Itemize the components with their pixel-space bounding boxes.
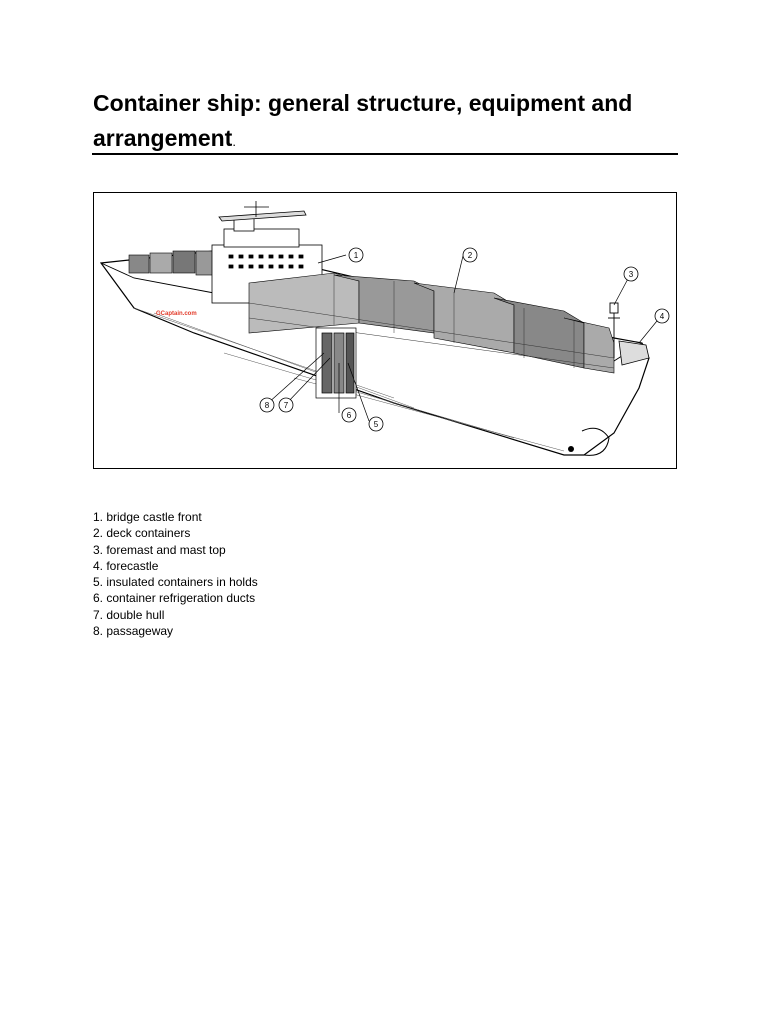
- watermark-text: GCaptain.com: [156, 311, 197, 317]
- callout-label: 6: [346, 411, 352, 420]
- legend-item: 7. double hull: [93, 607, 165, 622]
- callout-3: [624, 267, 638, 281]
- callout-8: [260, 398, 274, 412]
- callout-6: [342, 408, 356, 422]
- legend-item: 1. bridge castle front: [93, 510, 202, 524]
- callout-5: [369, 417, 383, 431]
- title-period: .: [232, 134, 236, 149]
- legend-item: 4. forecastle: [93, 558, 159, 573]
- container-ship-illustration: [94, 193, 675, 467]
- legend-item: 2. deck containers: [93, 526, 191, 541]
- legend-item: 6. container refrigeration ducts: [93, 591, 256, 606]
- callout-4: [655, 309, 669, 323]
- title-underline: [92, 153, 678, 155]
- callout-label: 5: [373, 420, 379, 429]
- callout-label: 3: [628, 270, 634, 279]
- legend-list: [93, 509, 258, 639]
- legend-item: 8. passageway: [93, 624, 174, 639]
- cutaway-hold: [316, 328, 356, 398]
- legend-item: 5. insulated containers in holds: [93, 575, 258, 590]
- callout-label: 2: [467, 251, 473, 260]
- callout-label: 4: [659, 312, 665, 321]
- callout-label: 7: [283, 401, 289, 410]
- callout-7: [279, 398, 293, 412]
- page-title-text: Container ship: general structure, equipment and arrangement: [93, 90, 633, 151]
- aft-container-stacks: [129, 251, 214, 275]
- callout-label: 8: [264, 401, 270, 410]
- page-title: [93, 86, 683, 159]
- callout-2: [463, 248, 477, 262]
- ship-illustration-frame: [93, 192, 677, 469]
- bow-thruster: [568, 446, 574, 452]
- callout-1: [349, 248, 363, 262]
- legend-item: 3. foremast and mast top: [93, 542, 226, 557]
- callout-label: 1: [353, 251, 359, 260]
